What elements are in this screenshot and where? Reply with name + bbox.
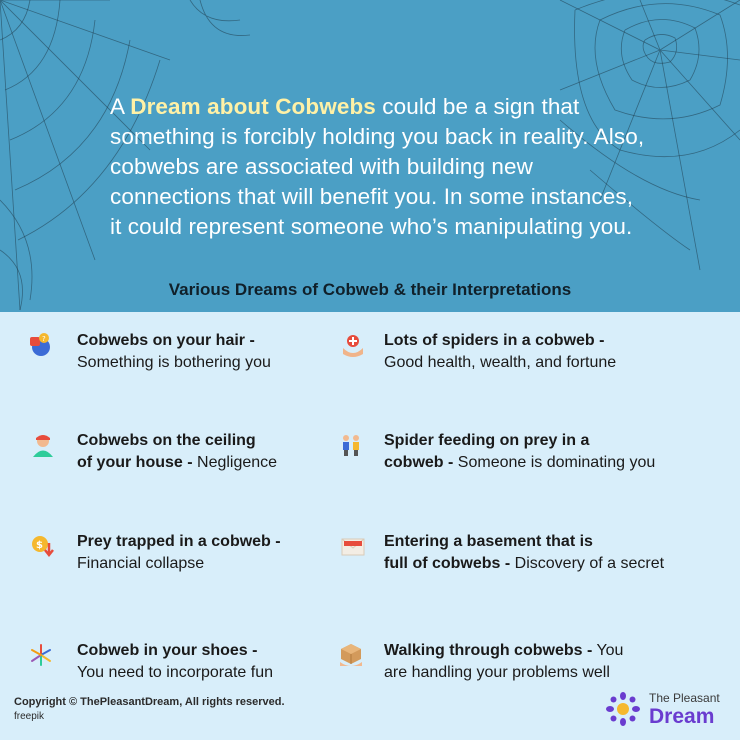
item-title: Prey trapped in a cobweb - (77, 533, 281, 550)
item-text (384, 531, 664, 575)
section-title: Various Dreams of Cobweb & their Interpretations (168, 280, 572, 299)
item-meaning: Good health, wealth, and fortune (384, 354, 617, 371)
brand-logo[interactable] (606, 690, 736, 730)
box-hand-icon (338, 642, 364, 668)
item-title: Entering a basement that is (384, 533, 593, 550)
brand-name-top: The Pleasant (649, 691, 720, 705)
item-text (77, 430, 277, 474)
item-text (384, 430, 655, 474)
item-text (384, 330, 616, 374)
item-meaning: are handling your problems well (384, 664, 610, 681)
item-title: Cobweb in your shoes - (77, 642, 258, 659)
item-text (77, 330, 271, 374)
two-people-icon (338, 432, 364, 458)
item-meaning: Financial collapse (77, 555, 205, 572)
item-title: Cobwebs on the ceiling (77, 432, 256, 449)
item-meaning: Discovery of a secret (510, 555, 665, 572)
item-text (384, 640, 623, 684)
secret-envelope-icon (340, 533, 366, 559)
svg-text:?: ? (42, 335, 46, 343)
item-meaning-start: You (592, 642, 624, 659)
item-title: Lots of spiders in a cobweb - (384, 332, 605, 349)
intro-body: could be a sign that something is forcibly holding you back in reality. Also, cobwebs are associated with building new connections that will benefit you. In some instances, it could represent someone who’s manipulating you. (110, 94, 645, 239)
svg-text:$: $ (36, 540, 43, 551)
health-hands-icon (340, 332, 366, 358)
person-icon (30, 432, 56, 458)
item-title: Cobwebs on your hair - (77, 332, 255, 349)
coin-down-icon (30, 533, 56, 559)
item-title: Walking through cobwebs - (384, 642, 593, 659)
intro-prefix: A (110, 94, 131, 119)
item-text (77, 531, 281, 575)
item-meaning: You need to incorporate fun (77, 664, 274, 681)
item-title: Spider feeding on prey in a (384, 432, 590, 449)
item-meaning: Something is bothering you (77, 354, 271, 371)
sun-logo-icon (606, 692, 640, 726)
item-title-line2: full of cobwebs - (384, 555, 511, 572)
intro-highlight: Dream about Cobwebs (130, 94, 376, 119)
hero-banner (0, 0, 740, 312)
item-title-line2: of your house - (77, 454, 193, 471)
fireworks-icon (28, 642, 54, 668)
item-meaning: Negligence (192, 454, 278, 471)
source-credit: freepik (14, 711, 45, 722)
head-question-icon (28, 332, 54, 358)
item-text (77, 640, 273, 684)
copyright-text: Copyright © ThePleasantDream, All rights reserved. (14, 696, 285, 708)
item-meaning: Someone is dominating you (453, 454, 656, 471)
intro-paragraph (110, 92, 650, 242)
item-title-line2: cobweb - (384, 454, 454, 471)
brand-name-bottom: Dream (649, 705, 715, 728)
